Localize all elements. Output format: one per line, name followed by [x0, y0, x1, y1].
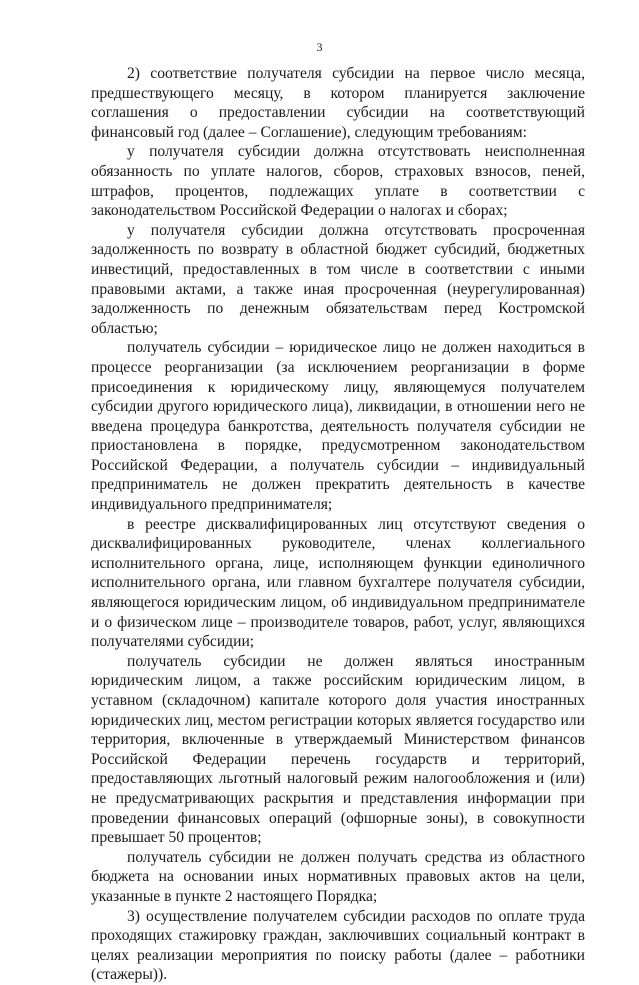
- paragraph-foreign-entity: получатель субсидии не должен являться иностранным юридическим лицом, а также российским юридическим лицом, в уставном (складочном) капитале которого доля участия иностранных юридических лиц, местом регистрации которых является государство или территория, включенные в утверждаемый Министерством финансов Российской Федерации перечень государств и территорий, предоставляющих льготный налоговый режим налогообложения и (или) не предусматривающих раскрытия и представления информации при проведении финансовых операций (офшорные зоны), в совокупности превышает 50 процентов;: [91, 652, 585, 847]
- paragraph-reorganization: получатель субсидии – юридическое лицо не должен находиться в процессе реорганизации (за исключением реорганизации в форме присоединения к юридическому лицу, являющемуся получателем субсидии другого юридического лица), ликвидации, в отношении него не введена процедура банкротства, деятельность получателя субсидии не приостановлена в порядке, предусмотренном законодательством Российской Федерации, а получатель субсидии – индивидуальный предприниматель не должен прекратить деятельность в качестве индивидуального предпринимателя;: [91, 339, 585, 514]
- paragraph-other-budget-funds: получатель субсидии не должен получать средства из областного бюджета на основании иных нормативных правовых актов на цели, указанные в пункте 2 настоящего Порядка;: [91, 848, 585, 905]
- paragraph-overdue-debt: у получателя субсидии должна отсутствовать просроченная задолженность по возврату в областной бюджет субсидий, бюджетных инвестиций, предоставленных в том числе в соответствии с иными правовыми актами, а также иная просроченная (неурегулированная) задолженность по денежным обязательствам перед Костромской областью;: [91, 221, 585, 337]
- paragraph-tax-obligations: у получателя субсидии должна отсутствовать неисполненная обязанность по уплате налогов, сборов, страховых взносов, пеней, штрафов, процентов, подлежащих уплате в соответствии с законодательством Российской Федерации о налогах и сборах;: [91, 143, 585, 220]
- paragraph-labor-expenses: 3) осуществление получателем субсидии расходов по оплате труда проходящих стажировку граждан, заключивших социальный контракт в целях реализации мероприятия по поиску работы (далее – работники (стажеры)).: [91, 907, 585, 984]
- paragraph-disqualified-persons: в реестре дисквалифицированных лиц отсутствуют сведения о дисквалифицированных руководителе, членах коллегиального исполнительного органа, лице, исполняющем функции единоличного исполнительного органа, или главном бухгалтере получателя субсидии, являющегося юридическим лицом, об индивидуальном предпринимателе и о физическом лице – производителе товаров, работ, услуг, являющихся получателями субсидии;: [91, 515, 585, 651]
- paragraph-requirements-intro: 2) соответствие получателя субсидии на первое число месяца, предшествующего месяцу, в котором планируется заключение соглашения о предоставлении субсидии на соответствующий финансовый год (далее – Соглашение), следующим требованиям:: [91, 65, 585, 141]
- document-body: [91, 64, 585, 985]
- page-number: 3: [316, 40, 323, 54]
